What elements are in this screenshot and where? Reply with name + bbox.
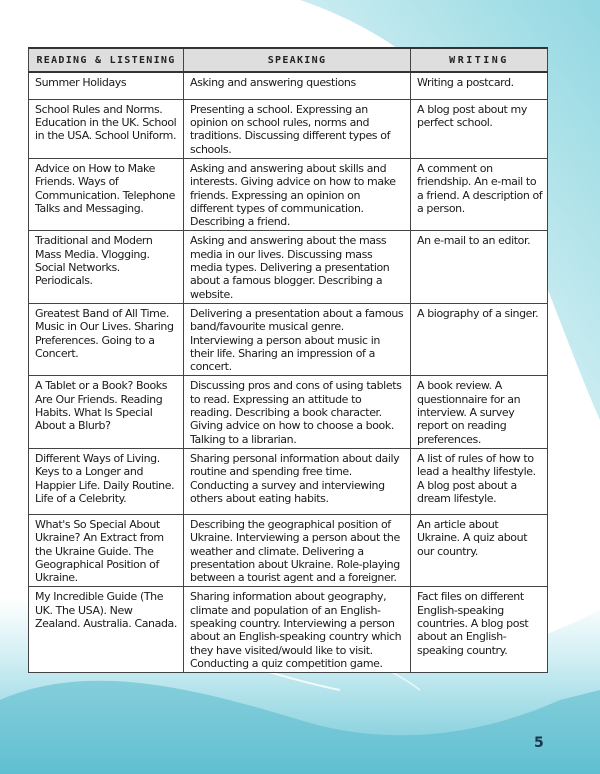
contents-table <box>28 47 548 673</box>
table-row <box>29 99 548 158</box>
header-row <box>29 48 548 72</box>
speaking-cell: Discussing pros and cons of using tablets to read. Expressing an attitude to reading. Describing a book character. Giving advice on how to choose a book. Talking to a librarian. <box>184 376 411 448</box>
writing-cell: Writing a postcard. <box>411 72 548 99</box>
speaking-cell: Asking and answering about skills and interests. Giving advice on how to make friends. Expressing an opinion on different types of communication. Describing a friend. <box>184 158 411 230</box>
writing-cell: A book review. A questionnaire for an interview. A survey report on reading preferences. <box>411 376 548 448</box>
table-row <box>29 72 548 99</box>
speaking-cell: Asking and answering about the mass media in our lives. Discussing mass media types. Delivering a presentation about a famous blogger. Describing a website. <box>184 231 411 303</box>
speaking-cell: Sharing information about geography, climate and population of an English-speaking country. Interviewing a person about an English-speaking country which they have visited/would like to visit. Conducting a quiz competition game. <box>184 587 411 673</box>
reading-cell: My Incredible Guide (The UK. The USA). New Zealand. Australia. Canada. <box>29 587 184 673</box>
table-row <box>29 448 548 514</box>
writing-cell: A comment on friendship. An e-mail to a friend. A description of a person. <box>411 158 548 230</box>
page-number: 5 <box>534 735 544 751</box>
writing-cell: Fact files on different English-speaking countries. A blog post about an English-speaking country. <box>411 587 548 673</box>
reading-cell: School Rules and Norms. Education in the UK. School in the USA. School Uniform. <box>29 99 184 158</box>
speaking-cell: Sharing personal information about daily routine and spending free time. Conducting a survey and interviewing others about eating habits. <box>184 448 411 514</box>
reading-cell: Traditional and Modern Mass Media. Vlogging. Social Networks. Periodicals. <box>29 231 184 303</box>
reading-cell: Different Ways of Living. Keys to a Longer and Happier Life. Daily Routine. Life of a Celebrity. <box>29 448 184 514</box>
reading-cell: What's So Special About Ukraine? An Extract from the Ukraine Guide. The Geographical Position of Ukraine. <box>29 514 184 586</box>
writing-cell: An e-mail to an editor. <box>411 231 548 303</box>
speaking-cell: Describing the geographical position of Ukraine. Interviewing a person about the weather and climate. Delivering a presentation about Ukraine. Role-playing between a tourist agent and a foreigner. <box>184 514 411 586</box>
reading-cell: Advice on How to Make Friends. Ways of Communication. Telephone Talks and Messaging. <box>29 158 184 230</box>
writing-cell: A biography of a singer. <box>411 303 548 375</box>
table-row <box>29 303 548 375</box>
speaking-cell: Presenting a school. Expressing an opinion on school rules, norms and traditions. Discussing different types of schools. <box>184 99 411 158</box>
table-row <box>29 514 548 586</box>
table-row <box>29 231 548 303</box>
writing-cell: A list of rules of how to lead a healthy lifestyle. A blog post about a dream lifestyle. <box>411 448 548 514</box>
speaking-cell: Delivering a presentation about a famous band/favourite musical genre. Interviewing a person about music in their life. Sharing an impression of a concert. <box>184 303 411 375</box>
table-row <box>29 376 548 448</box>
table-row <box>29 587 548 673</box>
header-writing: WRITING <box>411 48 548 72</box>
speaking-cell: Asking and answering questions <box>184 72 411 99</box>
table-row <box>29 158 548 230</box>
reading-cell: Greatest Band of All Time. Music in Our Lives. Sharing Preferences. Going to a Concert. <box>29 303 184 375</box>
header-reading-listening: READING & LISTENING <box>29 48 184 72</box>
writing-cell: A blog post about my perfect school. <box>411 99 548 158</box>
header-speaking: SPEAKING <box>184 48 411 72</box>
reading-cell: Summer Holidays <box>29 72 184 99</box>
reading-cell: A Tablet or a Book? Books Are Our Friends. Reading Habits. What Is Special About a Blurb? <box>29 376 184 448</box>
writing-cell: An article about Ukraine. A quiz about our country. <box>411 514 548 586</box>
